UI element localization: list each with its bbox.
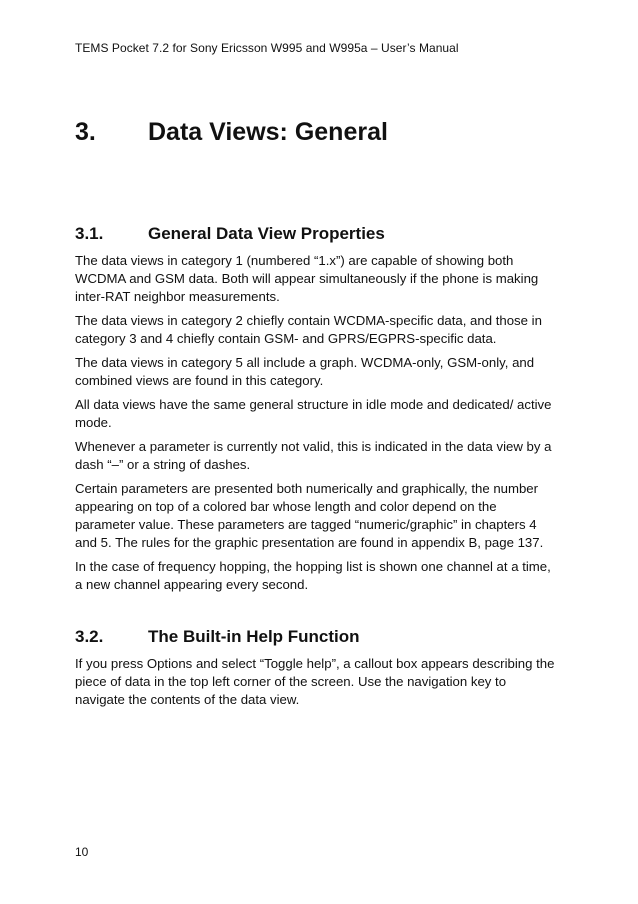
section-body — [75, 655, 555, 715]
paragraph: All data views have the same general structure in idle mode and dedicated/ active mode. — [75, 397, 552, 430]
section-heading — [75, 224, 385, 244]
section-title: The Built-in Help Function — [148, 627, 360, 646]
paragraph: In the case of frequency hopping, the hopping list is shown one channel at a time, a new channel appearing every second. — [75, 559, 551, 592]
paragraph: If you press Options and select “Toggle help”, a callout box appears describing the piece of data in the top left corner of the screen. Use the navigation key to navigate the contents of the data view. — [75, 656, 555, 707]
section-body — [75, 252, 555, 600]
running-header: TEMS Pocket 7.2 for Sony Ericsson W995 and W995a – User’s Manual — [75, 41, 459, 55]
paragraph: The data views in category 1 (numbered “1.x”) are capable of showing both WCDMA and GSM data. Both will appear simultaneously if the phone is making inter-RAT neighbor measurements. — [75, 253, 539, 304]
paragraph: The data views in category 5 all include a graph. WCDMA-only, GSM-only, and combined views are found in this category. — [75, 355, 535, 388]
paragraph: The data views in category 2 chiefly contain WCDMA-specific data, and those in category 3 and 4 chiefly contain GSM- and GPRS/EGPRS-specific data. — [75, 313, 542, 346]
chapter-heading — [75, 118, 388, 147]
chapter-number: 3. — [75, 118, 96, 146]
chapter-title: Data Views: General — [148, 118, 388, 146]
page-number: 10 — [75, 845, 89, 859]
paragraph: Whenever a parameter is currently not valid, this is indicated in the data view by a dash “–” or a string of dashes. — [75, 439, 552, 472]
section-number: 3.1. — [75, 224, 104, 243]
section-title: General Data View Properties — [148, 224, 385, 243]
section-heading — [75, 627, 360, 647]
section-number: 3.2. — [75, 627, 104, 646]
paragraph: Certain parameters are presented both numerically and graphically, the number appearing on top of a colored bar whose length and color depend on the parameter value. These parameters are tagged “numeric/graphic” in chapters 4 and 5. The rules for the graphic presentation are found in appendix B, page 137. — [75, 481, 544, 550]
